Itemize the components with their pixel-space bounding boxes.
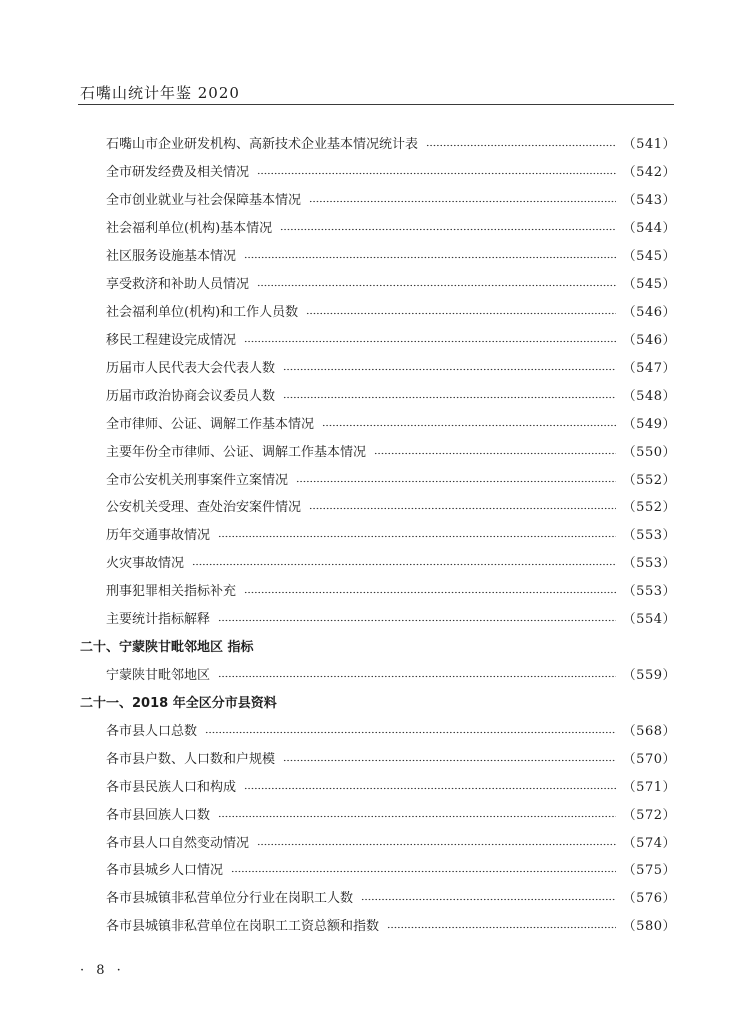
dot-leader <box>218 806 616 820</box>
entry-title: 历届市政治协商会议委员人数 <box>106 388 276 404</box>
entry-page-number: （545） <box>622 277 676 293</box>
dot-leader <box>283 387 616 401</box>
dot-leader <box>244 331 616 345</box>
entry-title: 移民工程建设完成情况 <box>106 332 237 348</box>
dot-leader <box>257 834 616 848</box>
toc-entry <box>0 576 676 604</box>
entry-title: 各市县人口自然变动情况 <box>106 835 250 851</box>
dot-leader <box>309 192 616 206</box>
entry-page-number: （552） <box>622 500 676 516</box>
toc-entry <box>0 520 676 548</box>
toc-entry <box>0 352 676 380</box>
entry-title: 历年交通事故情况 <box>106 528 211 544</box>
toc-entry <box>0 241 676 269</box>
entry-page-number: （554） <box>622 612 676 628</box>
toc-entry <box>0 883 676 911</box>
dot-leader <box>361 890 616 904</box>
entry-page-number: （572） <box>622 807 676 823</box>
entry-page-number: （550） <box>622 444 676 460</box>
dot-leader <box>257 276 616 290</box>
entry-title: 享受救济和补助人员情况 <box>106 277 250 293</box>
toc-entry <box>0 185 676 213</box>
entry-title: 社会福利单位(机构)和工作人员数 <box>106 304 299 320</box>
toc-entry <box>0 827 676 855</box>
toc-entry <box>0 771 676 799</box>
entry-title: 各市县城镇非私营单位在岗职工工资总额和指数 <box>106 919 380 935</box>
entry-title: 各市县回族人口数 <box>106 807 211 823</box>
dot-leader <box>205 722 616 736</box>
header-rule <box>78 104 674 105</box>
dot-leader <box>306 303 616 317</box>
toc-entry <box>0 436 676 464</box>
dot-leader <box>426 136 616 150</box>
entry-title: 各市县人口总数 <box>106 723 198 739</box>
running-head-title: 石嘴山统计年鉴 2020 <box>80 84 240 102</box>
toc-entry <box>0 213 676 241</box>
entry-title: 火灾事故情况 <box>106 556 185 572</box>
page-number: · 8 · <box>80 963 125 978</box>
toc-entry <box>0 269 676 297</box>
entry-page-number: （545） <box>622 249 676 265</box>
dot-leader <box>218 611 616 625</box>
dot-leader <box>322 415 616 429</box>
entry-page-number: （541） <box>622 137 676 153</box>
toc-entry <box>0 380 676 408</box>
entry-page-number: （568） <box>622 723 676 739</box>
dot-leader <box>280 220 616 234</box>
entry-page-number: （542） <box>622 165 676 181</box>
toc-entry <box>0 492 676 520</box>
entry-page-number: （546） <box>622 304 676 320</box>
dot-leader <box>231 862 616 876</box>
toc-entry <box>0 464 676 492</box>
dot-leader <box>218 527 616 541</box>
entry-title: 公安机关受理、查处治安案件情况 <box>106 500 302 516</box>
toc-entry <box>0 324 676 352</box>
entry-page-number: （570） <box>622 751 676 767</box>
entry-page-number: （553） <box>622 556 676 572</box>
entry-title: 社会福利单位(机构)基本情况 <box>106 221 273 237</box>
toc-section-heading <box>0 687 676 715</box>
toc-entry <box>0 911 676 939</box>
entry-title: 全市律师、公证、调解工作基本情况 <box>106 416 315 432</box>
entry-page-number: （548） <box>622 388 676 404</box>
entry-title: 各市县户数、人口数和户规模 <box>106 751 276 767</box>
dot-leader <box>244 583 616 597</box>
toc-entry <box>0 743 676 771</box>
entry-page-number: （544） <box>622 221 676 237</box>
entry-page-number: （574） <box>622 835 676 851</box>
dot-leader <box>309 499 616 513</box>
entry-title: 主要统计指标解释 <box>106 612 211 628</box>
toc-entry <box>0 408 676 436</box>
entry-title: 社区服务设施基本情况 <box>106 249 237 265</box>
section-title: 二十、宁蒙陕甘毗邻地区 指标 <box>80 640 254 656</box>
dot-leader <box>244 778 616 792</box>
entry-page-number: （547） <box>622 360 676 376</box>
entry-page-number: （571） <box>622 779 676 795</box>
table-of-contents <box>0 129 676 939</box>
toc-entry <box>0 548 676 576</box>
entry-page-number: （575） <box>622 863 676 879</box>
dot-leader <box>296 471 616 485</box>
entry-page-number: （552） <box>622 472 676 488</box>
entry-title: 宁蒙陕甘毗邻地区 <box>106 667 211 683</box>
entry-page-number: （549） <box>622 416 676 432</box>
entry-page-number: （546） <box>622 332 676 348</box>
entry-page-number: （553） <box>622 528 676 544</box>
dot-leader <box>192 555 616 569</box>
entry-page-number: （543） <box>622 193 676 209</box>
entry-title: 主要年份全市律师、公证、调解工作基本情况 <box>106 444 367 460</box>
dot-leader <box>374 443 616 457</box>
toc-entry <box>0 297 676 325</box>
toc-section-heading <box>0 632 676 660</box>
entry-page-number: （553） <box>622 584 676 600</box>
toc-entry <box>0 799 676 827</box>
dot-leader <box>244 248 616 262</box>
dot-leader <box>283 359 616 373</box>
entry-page-number: （559） <box>622 667 676 683</box>
toc-entry <box>0 715 676 743</box>
toc-entry <box>0 660 676 688</box>
toc-entry <box>0 604 676 632</box>
section-title: 二十一、2018 年全区分市县资料 <box>80 695 277 711</box>
entry-title: 各市县民族人口和构成 <box>106 779 237 795</box>
toc-entry <box>0 157 676 185</box>
entry-title: 各市县城镇非私营单位分行业在岗职工人数 <box>106 891 354 907</box>
entry-page-number: （576） <box>622 891 676 907</box>
entry-title: 全市研发经费及相关情况 <box>106 165 250 181</box>
dot-leader <box>283 750 616 764</box>
dot-leader <box>218 666 616 680</box>
entry-title: 全市公安机关刑事案件立案情况 <box>106 472 289 488</box>
toc-entry <box>0 129 676 157</box>
entry-title: 刑事犯罪相关指标补充 <box>106 584 237 600</box>
entry-title: 石嘴山市企业研发机构、高新技术企业基本情况统计表 <box>106 137 419 153</box>
dot-leader <box>387 918 616 932</box>
entry-title: 全市创业就业与社会保障基本情况 <box>106 193 302 209</box>
dot-leader <box>257 164 616 178</box>
entry-title: 各市县城乡人口情况 <box>106 863 224 879</box>
entry-page-number: （580） <box>622 919 676 935</box>
toc-entry <box>0 855 676 883</box>
entry-title: 历届市人民代表大会代表人数 <box>106 360 276 376</box>
